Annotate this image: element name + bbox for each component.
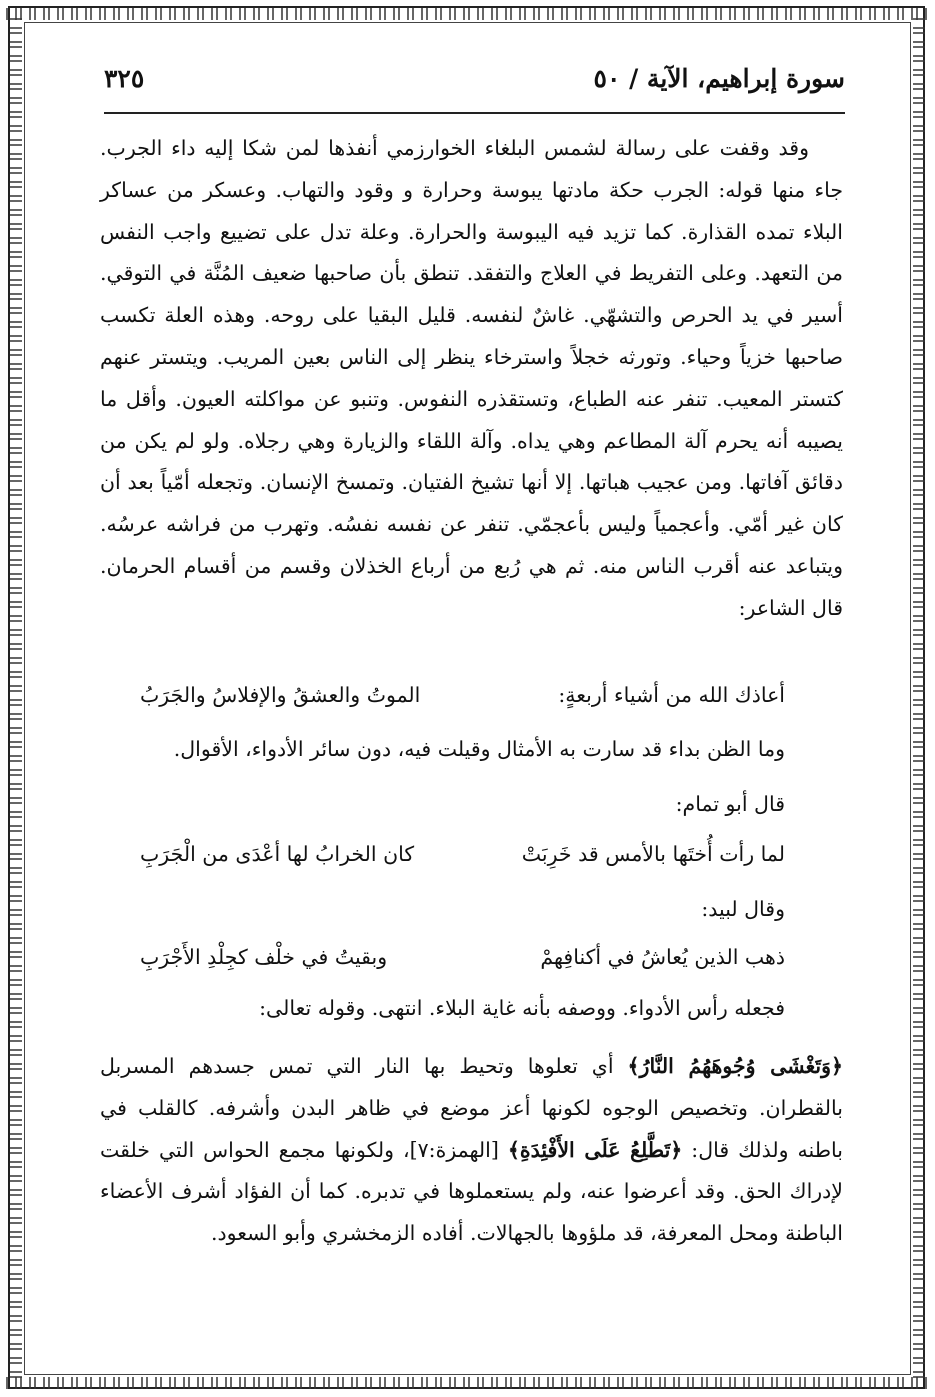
verse-2-second-hemistich: كان الخرابُ لها أعْدَى من الْجَرَبِ <box>140 842 415 866</box>
inner-border-top <box>24 22 911 23</box>
tafsir-text <box>100 1046 843 1255</box>
verse-1-second-hemistich: الموتُ والعشقُ والإفلاسُ والجَرَبُ <box>140 683 421 707</box>
bottom-ornament <box>6 1377 929 1389</box>
commentary-line-1: وما الظن بداء قد سارت به الأمثال وقيلت فيه، دون سائر الأدواء، الأقوال. <box>173 737 785 761</box>
labid-intro: وقال لبيد: <box>701 897 785 921</box>
verse-1 <box>140 683 785 723</box>
top-ornament <box>6 8 929 20</box>
commentary-line-2: فجعله رأس الأدواء. ووصفه بأنه غاية البلاء. انتهى. وقوله تعالى: <box>259 996 785 1020</box>
paragraph-text: وقد وقفت على رسالة لشمس البلغاء الخوارزمي أنفذها لمن شكا إليه داء الجرب. جاء منها قوله: الجرب حكة مادتها يبوسة وحرارة و وقود والتهاب. وعسكر من عساكر البلاء تمده القذارة. كما تزيد فيه اليبوسة والحرارة. وعلة تدل على تضييع واجب النفس من التعهد. وعلى التفريط في العلاج والتفقد. تنطق بأن صاحبها ضعيف المُنَّة في التوقي. أسير في يد الحرص والتشهّي. غاشٌ لنفسه. قليل البقيا على روحه. وهذه العلة تكسب صاحبها خزياً وحياء. وتورثه خجلاً واسترخاء ينظر إلى الناس بعين المريب. ويتستر عنهم كتستر المعيب. تنفر عنه الطباع، وتستقذره النفوس. وتنبو عن مواكلته العيون. وأقل ما يصيبه أنه يحرم آلة المطاعم وهي يداه. وآلة اللقاء والزيارة وهي رجلاه. ولو لم يكن من دقائق آفاتها. ومن عجيب هباتها. إلا أنها تشيخ الفتيان. وتمسخ الإنسان. وتجعله أمّياً بعد أن كان غير أمّي. وأعجمياً وليس بأعجمّي. تنفر عن نفسه نفسُه. وتهرب من فراشه عرسُه. ويتباعد عنه أقرب الناس منه. ثم هي رُبع من أرباع الخذلان وقسم من أقسام الحرمان. قال الشاعر: <box>100 136 843 620</box>
tafsir-paragraph <box>100 1046 843 1255</box>
left-ornament <box>10 18 22 1379</box>
verse-2-first-hemistich: لما رأت أُختَها بالأمس قد خَرِبَتْ <box>521 842 785 866</box>
verse-1-first-hemistich: أعاذك الله من أشياء أربعةٍ: <box>558 683 785 707</box>
running-header <box>104 60 845 114</box>
right-ornament <box>913 18 925 1379</box>
header-title: سورة إبراهيم، الآية / ٥٠ <box>593 64 845 93</box>
abu-tammam-intro: قال أبو تمام: <box>675 792 785 816</box>
verse-3-second-hemistich: وبقيتُ في خلْف كجِلْدِ الأَجْرَبِ <box>140 945 388 969</box>
page-number: ٣٢٥ <box>104 64 145 93</box>
verse-3-first-hemistich: ذهب الذين يُعاشُ في أكنافِهمْ <box>540 945 785 969</box>
tafsir-text-2: [الهمزة:٧]، ولكونها مجمع الحواس التي خلقت لإدراك الحق. وقد أعرضوا عنه، ولم يستعملوها في تدبره. كما أن الفؤاد أشرف الأعضاء الباطنة ومحل المعرفة، قد ملؤوها بالجهالات. أفاده الزمخشري وأبو السعود. <box>100 1137 843 1246</box>
verse-2 <box>140 842 785 882</box>
quran-quote-2: ﴿تَطَّلِعُ عَلَى الأَفْئِدَةِ﴾ <box>507 1137 683 1162</box>
inner-border-right <box>910 22 911 1375</box>
main-paragraph <box>100 128 843 630</box>
inner-border-left <box>24 22 25 1375</box>
tafsir-text-1: أي تعلوها وتحيط بها النار التي تمس جسدهم المسربل بالقطران. وتخصيص الوجوه لكونها أعز موضع في ظاهر البدن وأشرفه. كالقلب في باطنه ولذلك قال: <box>100 1054 843 1162</box>
inner-border-bottom <box>24 1374 911 1375</box>
quran-quote-1: ﴿وَتَغْشَى وُجُوهَهُمُ النَّارُ﴾ <box>627 1054 843 1078</box>
verse-3 <box>140 945 785 985</box>
